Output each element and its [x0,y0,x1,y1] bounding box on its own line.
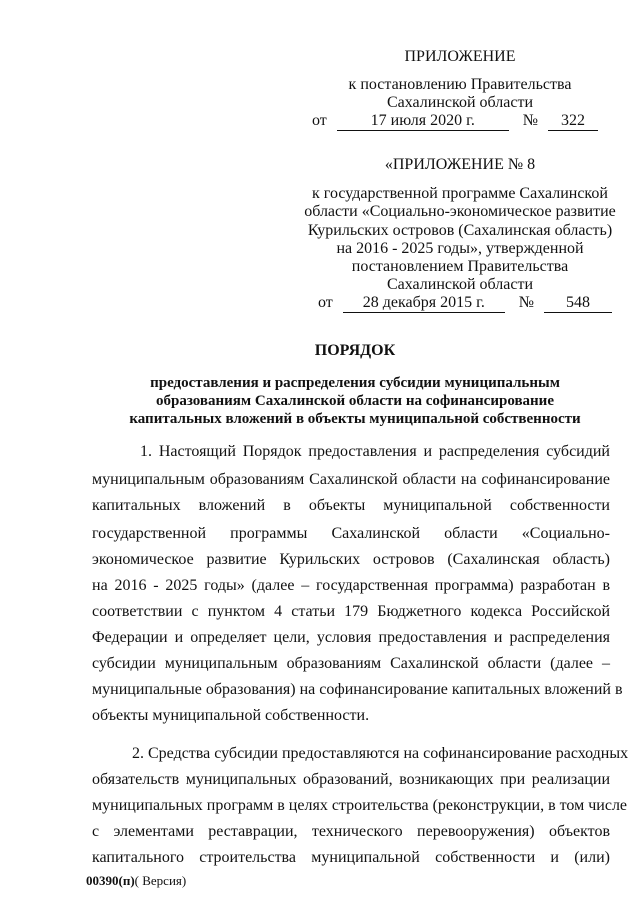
appendix8-line-3: Курильских островов (Сахалинская область) [307,222,613,239]
paragraph1-line-5: экономическое развитие Курильских островов (Сахалинская область) [92,551,610,568]
paragraph1-line-10: муниципальные образования) на софинансирование капитальных вложений в [92,681,623,698]
paragraph1-line-9: субсидии муниципальным образованиям Сахалинской области (далее – [92,655,610,672]
appendix8-line-1: к государственной программе Сахалинской [312,185,608,202]
appendix8-line-2: области «Социально-экономическое развитие [304,203,616,220]
appendix-date-line [312,110,598,132]
footer-code-line [86,872,186,890]
paragraph1-line-2: муниципальным образованиям Сахалинской области на софинансирование [92,471,610,488]
paragraph2-line-3: муниципальных программ в целях строительства (реконструкции, в том числе [92,797,628,814]
appendix8-line-4: на 2016 - 2025 годы», утвержденной [336,240,584,257]
subtitle-line-2: образованиям Сахалинской области на софинансирование [156,393,554,409]
subtitle-line-3: капитальных вложений в объекты муниципальной собственности [129,411,581,427]
paragraph1-line-3: капитальных вложений в объекты муниципальной собственности [92,497,610,514]
paragraph1-line-8: Федерации и определяет цели, условия предоставления и распределения [92,629,610,646]
paragraph1-line-4: государственной программы Сахалинской области «Социально- [92,525,610,542]
document-title: ПОРЯДОК [314,342,396,359]
appendix-number-sign: № [522,112,539,129]
appendix8-date: 28 декабря 2015 г. [343,294,505,313]
appendix8-line-5: постановлением Правительства [351,258,569,275]
paragraph1-line-1: 1. Настоящий Порядок предоставления и распределения субсидий [140,443,610,460]
appendix8-title: «ПРИЛОЖЕНИЕ № 8 [384,156,536,173]
appendix8-date-line [318,292,612,314]
appendix8-line-6: Сахалинской области [386,276,534,293]
paragraph1-line-11: объекты муниципальной собственности. [92,707,370,724]
appendix-title: ПРИЛОЖЕНИЕ [404,48,516,65]
footer-code: 00390(п) [86,873,135,888]
appendix-date: 17 июля 2020 г. [337,112,509,131]
paragraph1-line-7: соответствии с пунктом 4 статьи 179 Бюджетного кодекса Российской [92,603,610,620]
footer-version: ( Версия) [134,873,187,888]
appendix-number: 322 [548,112,598,131]
appendix8-from-label: от [318,294,333,311]
paragraph2-line-4: с элементами реставрации, технического перевооружения) объектов [92,823,610,840]
subtitle-line-1: предоставления и распределения субсидии муниципальным [150,375,560,391]
paragraph2-line-1: 2. Средства субсидии предоставляются на софинансирование расходных [132,745,629,762]
paragraph2-line-2: обязательств муниципальных образований, возникающих при реализации [92,771,610,788]
paragraph2-line-5: капитального строительства муниципальной собственности и (или) [92,849,610,866]
appendix8-number: 548 [544,294,612,313]
appendix-resolution-line1: к постановлению Правительства [348,76,572,93]
appendix8-number-sign: № [518,294,535,311]
paragraph1-line-6: на 2016 - 2025 годы» (далее – государственная программа) разработан в [92,577,610,594]
appendix-from-label: от [312,112,327,129]
appendix-resolution-line2: Сахалинской области [386,94,534,111]
